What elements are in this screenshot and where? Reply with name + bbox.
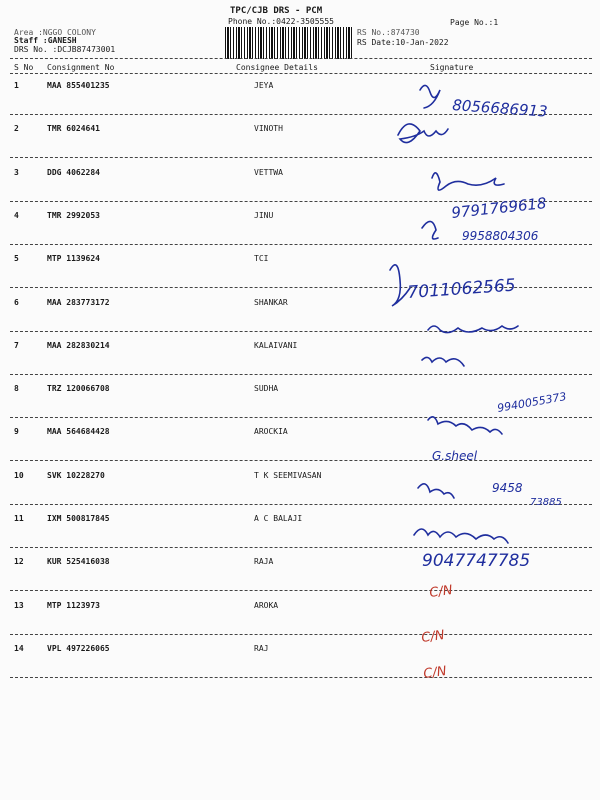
signature-stroke [428, 326, 518, 333]
consignee-name: RAJA [254, 557, 274, 566]
row-sno: 3 [14, 168, 19, 177]
handwritten-phone: 9458 [492, 481, 523, 495]
consignment-number: MAA 283773172 [47, 298, 110, 307]
handwritten-phone: 9791769618 [450, 194, 548, 222]
consignee-name: KALAIVANI [254, 341, 298, 350]
handwritten-phone: 9958804306 [462, 229, 539, 243]
consignment-number: MTP 1123973 [47, 601, 100, 610]
cn-mark: C/N [422, 663, 448, 682]
col-header-sno: S No [14, 63, 34, 72]
rs-number: RS No.:874730 [357, 28, 420, 37]
area-label: Area :NGGO COLONY [14, 28, 96, 37]
row-sno: 13 [14, 601, 24, 610]
row-sno: 5 [14, 254, 19, 263]
row-sno: 8 [14, 384, 19, 393]
consignee-name: A C BALAJI [254, 514, 303, 523]
consignment-number: TMR 6024641 [47, 124, 100, 133]
consignee-name: TCI [254, 254, 269, 263]
row-sno: 11 [14, 514, 24, 523]
row-sno: 12 [14, 557, 24, 566]
handwritten-name: G.sheel [432, 449, 478, 463]
consignment-number: DDG 4062284 [47, 168, 100, 177]
consignee-name: RAJ [254, 644, 269, 653]
consignee-name: VETTWA [254, 168, 283, 177]
handwritten-phone: 7011062565 [406, 275, 517, 303]
consignee-name: SUDHA [254, 384, 279, 393]
row-sno: 10 [14, 471, 24, 480]
consignment-number: KUR 525416038 [47, 557, 110, 566]
row-sno: 7 [14, 341, 19, 350]
consignment-number: MAA 282830214 [47, 341, 110, 350]
consignee-name: T K SEEMIVASAN [254, 471, 322, 480]
page-number: Page No.:1 [450, 18, 499, 27]
signature-stroke [418, 484, 454, 498]
cn-mark: C/N [420, 627, 446, 646]
row-sno: 2 [14, 124, 19, 133]
row-sno: 4 [14, 211, 19, 220]
phone-number: Phone No.:0422-3505555 [228, 17, 334, 26]
consignee-name: AROKA [254, 601, 279, 610]
cn-mark: C/N [428, 582, 454, 601]
row-sno: 6 [14, 298, 19, 307]
consignment-number: IXM 500817845 [47, 514, 110, 523]
signature-stroke [432, 173, 504, 190]
consignment-number: MAA 855401235 [47, 81, 110, 90]
handwritten-phone: 8056686913 [451, 96, 549, 121]
row-sno: 1 [14, 81, 19, 90]
col-header-consignment: Consignment No [47, 63, 115, 72]
consignment-number: TRZ 120066708 [47, 384, 110, 393]
signature-stroke [422, 357, 464, 366]
signature-stroke [398, 124, 448, 143]
sheet-title: TPC/CJB DRS - PCM [230, 6, 323, 16]
handwritten-phone: 9940055373 [496, 389, 568, 415]
signature-stroke [422, 221, 438, 239]
col-header-signature: Signature [430, 63, 474, 72]
staff-label: Staff :GANESH [14, 36, 77, 45]
consignment-number: VPL 497226065 [47, 644, 110, 653]
consignment-number: SVK 10228270 [47, 471, 105, 480]
drs-number: DRS No. :DCJB87473001 [14, 45, 116, 54]
rs-date: RS Date:10-Jan-2022 [357, 38, 449, 47]
consignee-name: AROCKIA [254, 427, 288, 436]
consignment-number: TMR 2992053 [47, 211, 100, 220]
row-sno: 9 [14, 427, 19, 436]
consignee-name: JEYA [254, 81, 274, 90]
col-header-consignee: Consignee Details [236, 63, 318, 72]
consignment-number: MAA 564684428 [47, 427, 110, 436]
signature-stroke [428, 417, 502, 434]
handwritten-phone: 9047747785 [422, 551, 531, 571]
consignee-name: JINU [254, 211, 274, 220]
signature-stroke [420, 85, 440, 108]
handwritten-phone: 73885 [530, 497, 562, 508]
row-sno: 14 [14, 644, 24, 653]
signature-stroke [414, 529, 508, 543]
consignee-name: SHANKAR [254, 298, 288, 307]
consignment-number: MTP 1139624 [47, 254, 100, 263]
consignee-name: VINOTH [254, 124, 283, 133]
